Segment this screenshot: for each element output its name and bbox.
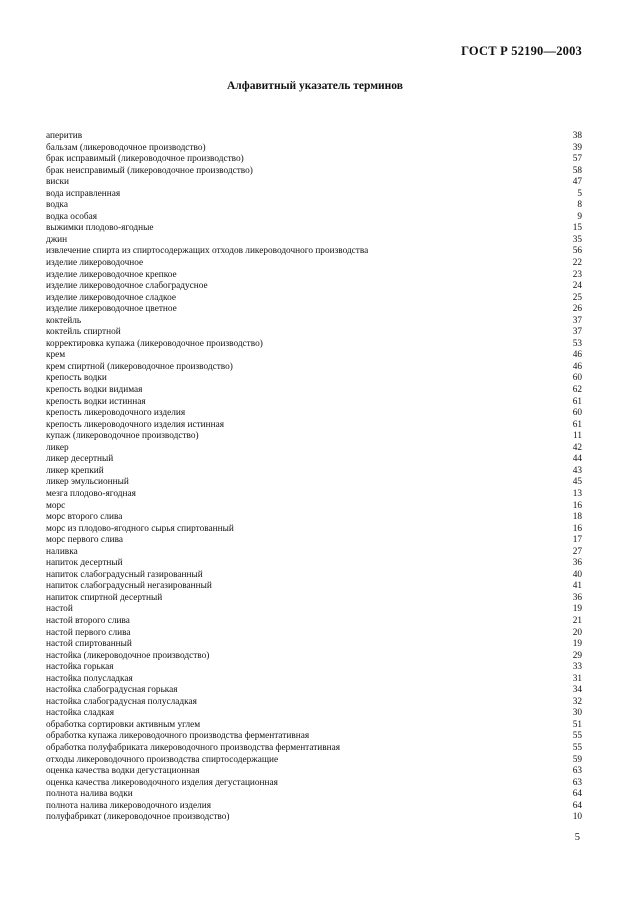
- index-page-ref: 36: [572, 592, 582, 603]
- index-entry: [46, 443, 582, 455]
- index-entry: [46, 397, 582, 409]
- index-page-ref: 19: [572, 604, 582, 615]
- index-page-ref: 37: [572, 315, 582, 326]
- index-page-ref: 45: [572, 477, 582, 488]
- index-entry: [46, 778, 582, 790]
- index-entry: [46, 385, 582, 397]
- index-entry: [46, 731, 582, 743]
- index-entry: [46, 789, 582, 801]
- index-entry: [46, 720, 582, 732]
- index-term: коктейль: [46, 315, 82, 326]
- index-page-ref: 36: [572, 558, 582, 569]
- index-entry: [46, 131, 582, 143]
- index-term: настойка полусладкая: [46, 673, 133, 684]
- index-page-ref: 39: [572, 142, 582, 153]
- index-entry: [46, 755, 582, 767]
- index-page-ref: 64: [572, 789, 582, 800]
- index-entry: [46, 166, 582, 178]
- index-entry: [46, 408, 582, 420]
- index-entry: [46, 339, 582, 351]
- index-entry: [46, 293, 582, 305]
- index-page-ref: 58: [572, 165, 582, 176]
- index-entry: [46, 362, 582, 374]
- index-term: настойка (ликероводочное производство): [46, 650, 210, 661]
- index-page-ref: 57: [572, 154, 582, 165]
- index-entry: [46, 235, 582, 247]
- index-entry: [46, 454, 582, 466]
- index-page-ref: 64: [572, 800, 582, 811]
- index-term: крем спиртной (ликероводочное производство): [46, 361, 233, 372]
- index-page-ref: 24: [572, 281, 582, 292]
- index-entry: [46, 431, 582, 443]
- index-entry: [46, 304, 582, 316]
- index-term: ликер крепкий: [46, 465, 104, 476]
- index-term: напиток слабоградусный газированный: [46, 569, 203, 580]
- index-page-ref: 56: [572, 246, 582, 257]
- index-entry: [46, 766, 582, 778]
- index-entry: [46, 177, 582, 189]
- index-term: обработка полуфабриката ликероводочного производства ферментативная: [46, 742, 341, 753]
- index-entry: [46, 143, 582, 155]
- index-term: изделие ликероводочное: [46, 258, 144, 269]
- index-page-ref: 33: [572, 662, 582, 673]
- index-entry: [46, 604, 582, 616]
- index-page-ref: 19: [572, 639, 582, 650]
- index-page-ref: 55: [572, 731, 582, 742]
- index-page-ref: 17: [572, 535, 582, 546]
- index-entry: [46, 685, 582, 697]
- index-page-ref: 47: [572, 177, 582, 188]
- index-entry: [46, 662, 582, 674]
- index-page-ref: 53: [572, 338, 582, 349]
- index-term: корректировка купажа (ликероводочное производство): [46, 338, 263, 349]
- index-entry: [46, 581, 582, 593]
- index-page-ref: 42: [572, 442, 582, 453]
- index-term: изделие ликероводочное слабоградусное: [46, 281, 208, 292]
- index-page-ref: 60: [572, 408, 582, 419]
- index-entry: [46, 316, 582, 328]
- index-page-ref: 43: [572, 465, 582, 476]
- index-entry: [46, 801, 582, 813]
- index-entry: [46, 489, 582, 501]
- index-term: настой спиртованный: [46, 639, 132, 650]
- index-term: морс: [46, 500, 66, 511]
- index-page-ref: 10: [572, 812, 582, 823]
- index-entry: [46, 628, 582, 640]
- index-page-ref: 15: [572, 223, 582, 234]
- index-entry: [46, 281, 582, 293]
- index-entry: [46, 270, 582, 282]
- index-page-ref: 30: [572, 708, 582, 719]
- index-entry: [46, 743, 582, 755]
- index-term: коктейль спиртной: [46, 327, 121, 338]
- index-page-ref: 63: [572, 766, 582, 777]
- index-entry: [46, 674, 582, 686]
- index-page-ref: 16: [572, 500, 582, 511]
- index-entry: [46, 524, 582, 536]
- index-term: обработка купажа ликероводочного производства ферментативная: [46, 731, 310, 742]
- index-term: оценка качества водки дегустационная: [46, 766, 200, 777]
- index-term: отходы ликероводочного производства спиртосодержащие: [46, 754, 279, 765]
- index-entry: [46, 373, 582, 385]
- index-term: водка: [46, 200, 68, 211]
- index-entry: [46, 708, 582, 720]
- standard-header: ГОСТ Р 52190—2003: [461, 44, 582, 58]
- index-page-ref: 27: [572, 546, 582, 557]
- index-entry: [46, 223, 582, 235]
- index-term: извлечение спирта из спиртосодержащих отходов ликероводочного производства: [46, 246, 369, 257]
- index-term: настой первого слива: [46, 627, 131, 638]
- index-page-ref: 8: [577, 200, 582, 211]
- index-page-ref: 63: [572, 777, 582, 788]
- index-term: изделие ликероводочное цветное: [46, 304, 177, 315]
- index-term: обработка сортировки активным углем: [46, 719, 201, 730]
- page-number: 5: [574, 832, 580, 843]
- index-entry: [46, 651, 582, 663]
- index-page-ref: 35: [572, 234, 582, 245]
- index-entry: [46, 212, 582, 224]
- index-term: брак неисправимый (ликероводочное производство): [46, 165, 253, 176]
- index-entry: [46, 512, 582, 524]
- index-page-ref: 9: [577, 211, 582, 222]
- index-page-ref: 62: [572, 385, 582, 396]
- index-entry: [46, 246, 582, 258]
- index-term: настойка сладкая: [46, 708, 115, 719]
- index-page-ref: 18: [572, 512, 582, 523]
- index-term: настойка слабоградусная горькая: [46, 685, 178, 696]
- index-term: изделие ликероводочное сладкое: [46, 292, 176, 303]
- index-title: Алфавитный указатель терминов: [227, 80, 403, 92]
- index-term: ликер десертный: [46, 454, 114, 465]
- index-term: виски: [46, 177, 69, 188]
- index-entry: [46, 616, 582, 628]
- index-term: водка особая: [46, 211, 98, 222]
- index-term: морс первого слива: [46, 535, 124, 546]
- index-term: полнота налива водки: [46, 789, 133, 800]
- index-page-ref: 21: [572, 615, 582, 626]
- index-entry: [46, 570, 582, 582]
- index-entry: [46, 501, 582, 513]
- index-page-ref: 60: [572, 373, 582, 384]
- index-page-ref: 20: [572, 627, 582, 638]
- index-entry: [46, 420, 582, 432]
- index-page-ref: 46: [572, 361, 582, 372]
- index-entry: [46, 154, 582, 166]
- index-term: вода исправленная: [46, 188, 121, 199]
- index-page-ref: 37: [572, 327, 582, 338]
- index-term: настойка слабоградусная полусладкая: [46, 696, 197, 707]
- index-term: наливка: [46, 546, 78, 557]
- index-term: изделие ликероводочное крепкое: [46, 269, 177, 280]
- index-entry: [46, 639, 582, 651]
- index-term: крепость ликероводочного изделия: [46, 408, 186, 419]
- index-entry: [46, 535, 582, 547]
- index-term: ликер: [46, 442, 69, 453]
- index-page-ref: 25: [572, 292, 582, 303]
- index-page-ref: 44: [572, 454, 582, 465]
- index-term: напиток слабоградусный негазированный: [46, 581, 212, 592]
- index-term: настой второго слива: [46, 615, 130, 626]
- index-term: купаж (ликероводочное производство): [46, 431, 199, 442]
- index-page-ref: 32: [572, 696, 582, 707]
- index-page-ref: 22: [572, 258, 582, 269]
- index-entry: [46, 558, 582, 570]
- index-entry: [46, 812, 582, 824]
- index-term: бальзам (ликероводочное производство): [46, 142, 206, 153]
- index-entry: [46, 547, 582, 559]
- index-term: крепость водки истинная: [46, 396, 146, 407]
- index-entry: [46, 189, 582, 201]
- index-page-ref: 34: [572, 685, 582, 696]
- index-page-ref: 16: [572, 523, 582, 534]
- index-term: морс из плодово-ягодного сырья спиртованный: [46, 523, 234, 534]
- index-page-ref: 46: [572, 350, 582, 361]
- index-entry: [46, 477, 582, 489]
- index-entry: [46, 466, 582, 478]
- index-term: брак исправимый (ликероводочное производство): [46, 154, 244, 165]
- index-term: полнота налива ликероводочного изделия: [46, 800, 212, 811]
- index-term: оценка качества ликероводочного изделия дегустационная: [46, 777, 278, 788]
- index-page-ref: 5: [577, 188, 582, 199]
- index-entry: [46, 697, 582, 709]
- index-term: мезга плодово-ягодная: [46, 488, 136, 499]
- index-term: крепость водки: [46, 373, 107, 384]
- index-page-ref: 55: [572, 742, 582, 753]
- index-term: джин: [46, 234, 68, 245]
- index-page-ref: 13: [572, 488, 582, 499]
- index-term: выжимки плодово-ягодные: [46, 223, 154, 234]
- index-page-ref: 38: [572, 131, 582, 141]
- index-term: морс второго слива: [46, 512, 123, 523]
- index-page-ref: 31: [572, 673, 582, 684]
- index-page-ref: 61: [572, 396, 582, 407]
- index-term: ликер эмульсионный: [46, 477, 129, 488]
- index-term: настой: [46, 604, 73, 615]
- index-page-ref: 51: [572, 719, 582, 730]
- index-page-ref: 59: [572, 754, 582, 765]
- index-page-ref: 41: [572, 581, 582, 592]
- index-entry: [46, 350, 582, 362]
- index-term: настойка горькая: [46, 662, 114, 673]
- index-page-ref: 61: [572, 419, 582, 430]
- index-entry: [46, 593, 582, 605]
- index-entry: [46, 258, 582, 270]
- index-entry: [46, 327, 582, 339]
- index-term: крепость ликероводочного изделия истинная: [46, 419, 224, 430]
- index-page-ref: 11: [573, 431, 582, 442]
- index-term: крепость водки видимая: [46, 385, 143, 396]
- index-page-ref: 40: [572, 569, 582, 580]
- index-page-ref: 29: [572, 650, 582, 661]
- index-term: напиток десертный: [46, 558, 123, 569]
- index-entry: [46, 200, 582, 212]
- index-term: полуфабрикат (ликероводочное производство): [46, 812, 230, 823]
- index-page-ref: 26: [572, 304, 582, 315]
- index-page-ref: 23: [572, 269, 582, 280]
- index-term: аперитив: [46, 131, 83, 141]
- index-term: крем: [46, 350, 66, 361]
- term-index-list: [46, 131, 582, 824]
- index-term: напиток спиртной десертный: [46, 592, 163, 603]
